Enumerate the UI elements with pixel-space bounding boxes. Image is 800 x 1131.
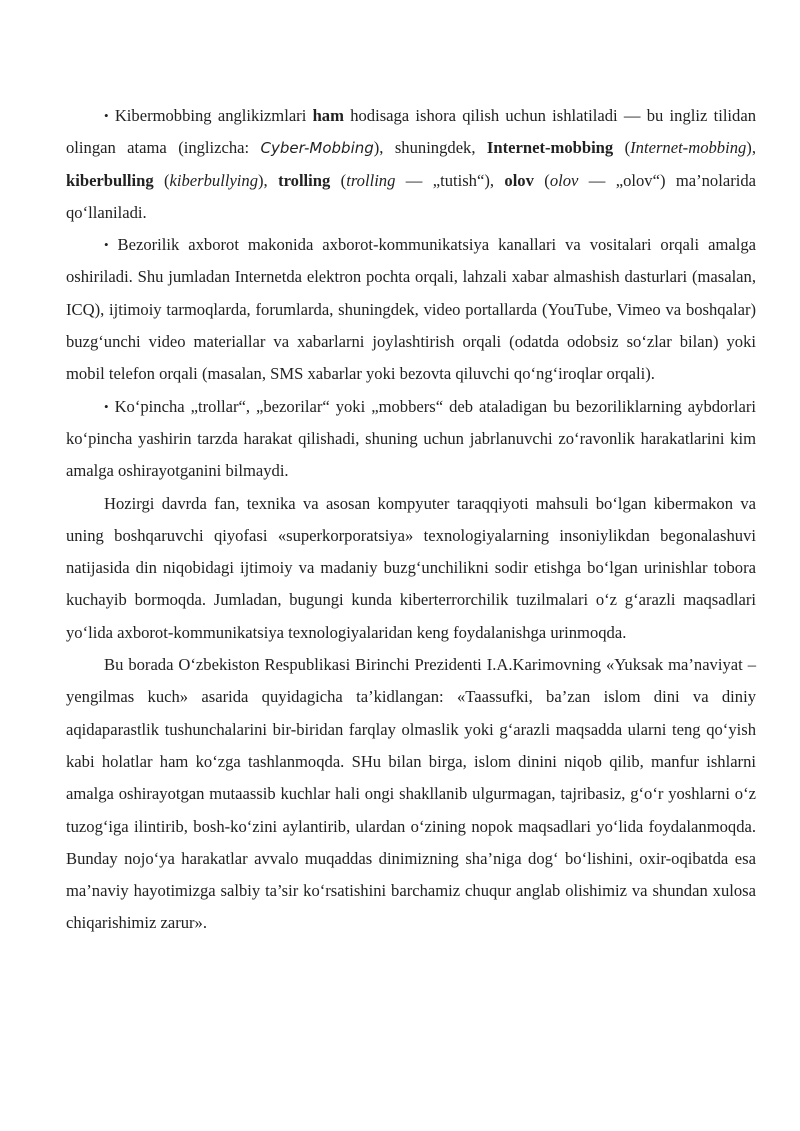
text-segment: Kibermobbing anglikizmlari	[108, 106, 313, 125]
text-segment: (	[613, 138, 631, 158]
bold-term: Internet-mobbing	[486, 138, 614, 158]
italic-term: Internet-mobbing	[630, 138, 747, 158]
paragraph-text: Hozirgi davrda fan, texnika va asosan kompyuter taraqqiyoti mahsuli bo‘lgan kibermakon va uning boshqaruvchi qiyofasi «superkorporatsiya» texnologiyalarning insoniylikdan begonalashuvi natijasida din niqobidagi ijtimoiy va madaniy buzg‘unchilikni sodir etishga bo‘lgan urinishlar tobora kuchayib bormoqda. Jumladan, bugungi kunda kiberterrorchilik tuzilmalari o‘z g‘arazli maqsadlari yo‘lida axborot-kommunikatsiya texnologiyalaridan keng foydalanishga urinmoqda.	[66, 493, 756, 642]
text-segment: hodisaga ishora qilish uchun ishlatiladi — bu ingliz tilidan olingan atama (inglizcha:	[66, 106, 756, 158]
italic-term: trolling	[346, 170, 396, 190]
paragraph-text: Bu borada O‘zbekiston Respublikasi Birinchi Prezidenti I.A.Karimovning «Yuksak ma’naviyat – yengilmas kuch» asarida quyidagicha ta’kidlangan: «Taassufki, ba’zan islom dini va diniy aqidaparastlik tushunchalarini bir-biridan farqlay olmaslik yoki g‘arazli maqsadda ularni teng qo‘yish kabi holatlar ham ko‘zga tashlanmoqda. SHu bilan birga, islom dinini niqob qilib, manfur ishlarni amalga oshirayotgan mutaassib kuchlar hali ongi shakllanib ulgurmagan, tajribasiz, g‘o‘r yoshlarni o‘z tuzog‘iga ilintirib, bosh-ko‘zini aylantirib, ulardan o‘zining nopok maqsadlari yo‘lida foydalanmoqda. Bunday nojo‘ya harakatlar avvalo muqaddas dinimizning sha’niga dog‘ bo‘lishini, oxir-oqibatda esa ma’naviy hayotimizga salbiy ta’sir ko‘rsatishini barchamiz chuqur anglab olishimiz va shundan xulosa chiqarishimiz zarur».	[66, 655, 756, 933]
text-segment: (	[153, 170, 170, 190]
paragraph-cyberspace	[66, 488, 756, 649]
bullet-icon: •	[104, 108, 109, 123]
paragraph-quote	[66, 649, 756, 940]
paragraph-text: Bezorilik axborot makonida axborot-kommunikatsiya kanallari va vositalari orqali amalga oshiriladi. Shu jumladan Internetda elektron pochta orqali, lahzali xabar almashish dasturlari (masalan, ICQ), ijtimoiy tarmoqlarda, forumlarda, shuningdek, video portallarda (YouTube, Vimeo va boshqalar) buzg‘unchi video materiallar va xabarlarni joylashtirish orqali (odatda odobsiz so‘zlar bilan) yoki mobil telefon orqali (masalan, SMS xabarlar yoki bezovta qiluvchi qo‘ng‘iroqlar orqali).	[66, 235, 756, 384]
bullet-icon: •	[104, 398, 109, 414]
text-segment: ),	[746, 138, 756, 158]
text-segment: (	[533, 170, 550, 190]
paragraph-kibermobbing-terms	[66, 100, 756, 229]
bold-term: trolling	[278, 170, 331, 190]
text-segment: (	[330, 170, 347, 190]
text-segment: — „olov“) ma’nolarida qo‘llaniladi.	[66, 170, 757, 222]
bold-term: kiberbulling	[66, 170, 154, 190]
italic-term: olov	[549, 170, 579, 190]
paragraph-channels	[66, 229, 756, 390]
bold-term: ham	[312, 106, 344, 125]
paragraph-perpetrators	[66, 391, 756, 488]
paragraph-text: Ko‘pincha „trollar“, „bezorilar“ yoki „mobbers“ deb ataladigan bu bezoriliklarning aybdorlari ko‘pincha yashirin tarzda harakat qilishadi, shuning uchun jabrlanuvchi zo‘ravonlik harakatlarini kim amalga oshirayotganini bilmaydi.	[66, 396, 756, 481]
bold-term: olov	[504, 170, 534, 190]
italic-term: kiberbullying	[169, 170, 259, 190]
document-page	[66, 100, 756, 940]
text-segment: ),	[258, 170, 279, 190]
text-segment: ), shuningdek,	[373, 138, 487, 158]
bullet-icon: •	[104, 237, 109, 253]
italic-term: Cyber-Mobbing	[260, 139, 374, 158]
text-segment: — „tutish“),	[395, 170, 505, 190]
